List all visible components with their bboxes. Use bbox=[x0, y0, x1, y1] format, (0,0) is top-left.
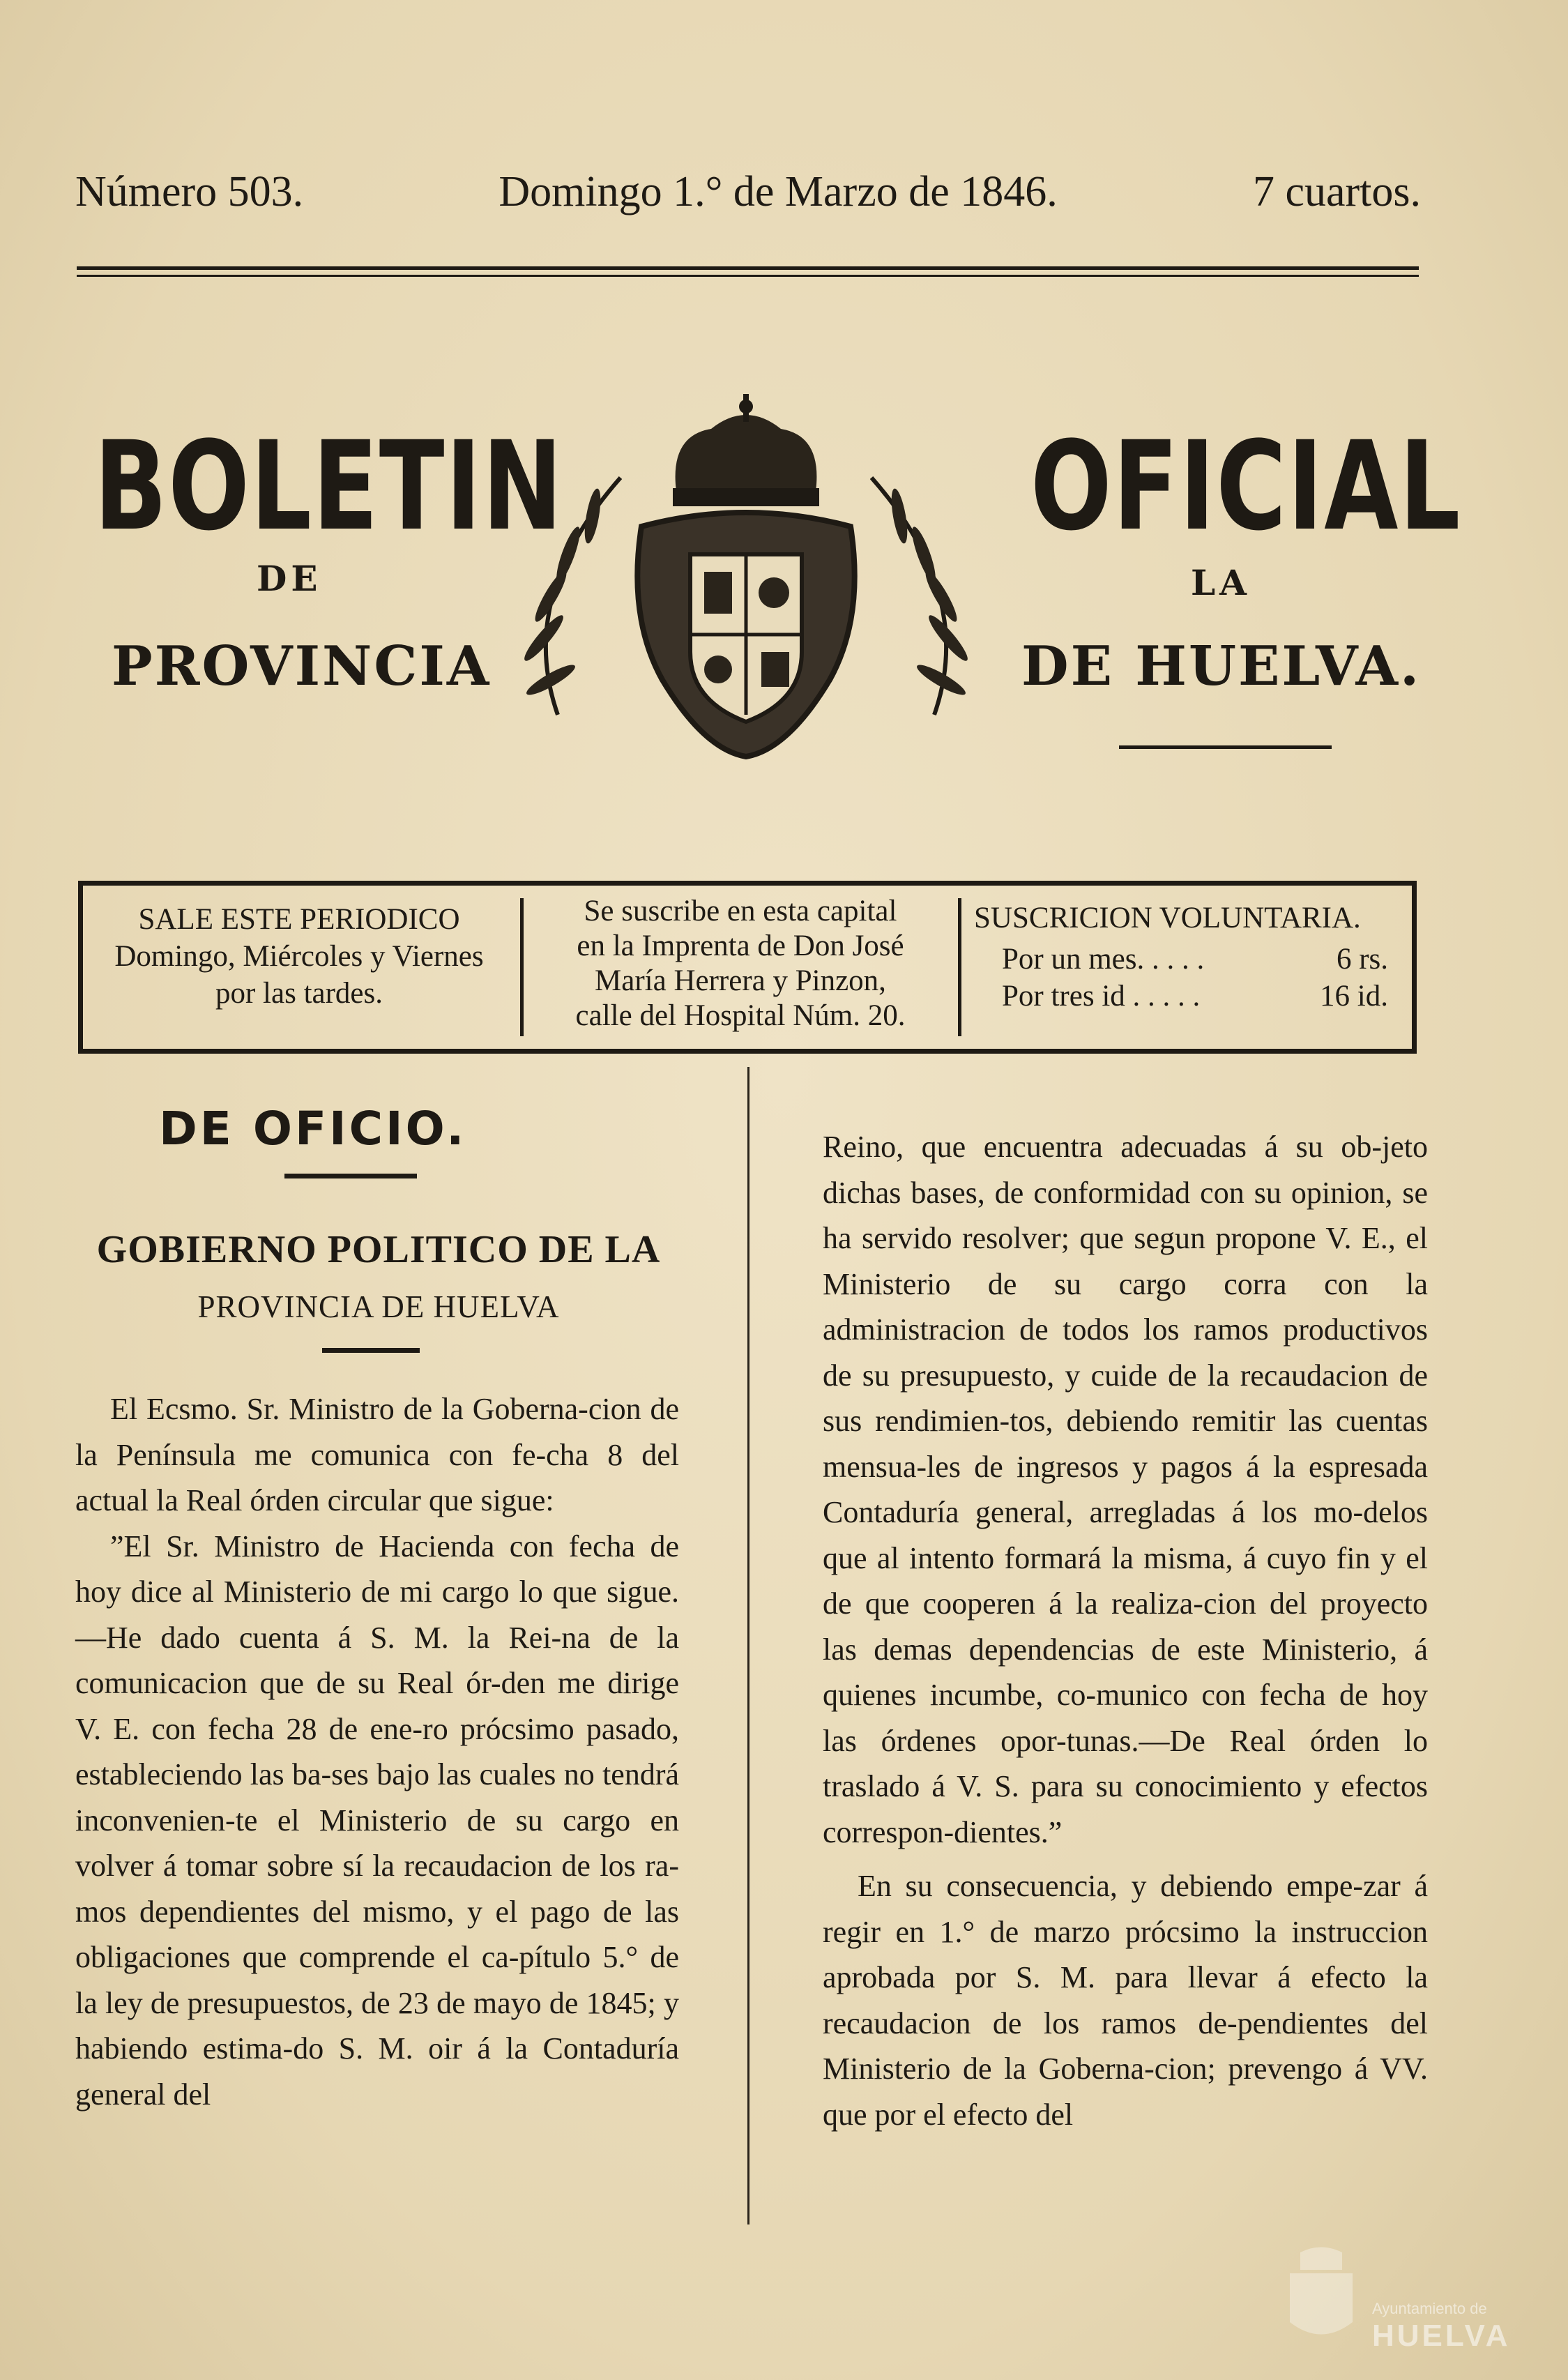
place-line-3: María Herrera y Pinzon, bbox=[595, 964, 886, 997]
price-row bbox=[974, 937, 1412, 978]
publication-schedule bbox=[83, 886, 515, 1049]
schedule-line-3: por las tardes. bbox=[215, 977, 383, 1010]
provincia-heading: PROVINCIA DE HUELVA bbox=[197, 1289, 560, 1324]
title-oficial: OFICIAL bbox=[1030, 415, 1462, 558]
ornament-rule bbox=[1119, 745, 1332, 749]
schedule-line-1: SALE ESTE PERIODICO bbox=[138, 903, 460, 936]
top-rule-thin bbox=[77, 275, 1419, 277]
royal-crest-icon bbox=[502, 387, 990, 778]
section-heading-de-oficio: DE OFICIO. bbox=[159, 1102, 467, 1155]
heading-rule bbox=[284, 1174, 417, 1178]
prices-title: SUSCRICION VOLUNTARIA. bbox=[974, 902, 1361, 934]
price-value: 6 rs. bbox=[1336, 943, 1388, 976]
subscription-place bbox=[528, 886, 953, 1049]
subtitle-de: DE bbox=[257, 558, 322, 599]
info-separator bbox=[953, 886, 966, 1049]
subscription-prices bbox=[966, 886, 1412, 1049]
top-rule bbox=[77, 266, 1419, 270]
place-line-4: calle del Hospital Núm. 20. bbox=[575, 999, 906, 1032]
subheading-rule bbox=[322, 1348, 420, 1353]
subscription-info-box bbox=[78, 881, 1417, 1054]
paragraph: ”El Sr. Ministro de Hacienda con fecha de hoy dice al Ministerio de mi cargo lo que sigue.—He dado cuenta á S. M. la Rei-na de la comunicacion que de su Real ór-den me dirige V. E. con fecha 28 de ene-ro prócsimo pasado, estableciendo las ba-ses bajo las cuales no tendrá inconvenien-te el Ministerio de su cargo en volver á tomar sobre sí la recaudacion de los ra-mos dependientes del mismo, y el pago de las obligaciones que comprende el ca-pítulo 5.° de la ley de presupuestos, de 23 de mayo de 1845; y habiendo estima-do S. M. oir á la Contaduría general del bbox=[75, 1529, 679, 2112]
place-line-2: en la Imprenta de Don José bbox=[577, 930, 904, 962]
schedule-line-2: Domingo, Miércoles y Viernes bbox=[114, 940, 484, 973]
subtitle-huelva: DE HUELVA. bbox=[1021, 635, 1422, 698]
watermark-small-text: Ayuntamiento de bbox=[1372, 2300, 1487, 2317]
left-column bbox=[75, 1386, 679, 2117]
price-label: Por tres id . . . . . bbox=[1002, 980, 1201, 1013]
paragraph: En su consecuencia, y debiendo empe-zar á regir en 1.° de marzo prócsimo la instruccion aprobada por S. M. para llevar á efecto la recaudacion de los ramos de-pendientes del Ministerio de la Goberna-cion; prevengo á VV. que por el efecto del bbox=[823, 1869, 1428, 2132]
gobierno-heading: GOBIERNO POLITICO DE LA bbox=[96, 1228, 661, 1271]
masthead-line bbox=[75, 167, 1421, 217]
title-boletin: BOLETIN bbox=[94, 415, 564, 558]
watermark-text: HUELVA bbox=[1372, 2319, 1511, 2353]
paragraph: El Ecsmo. Sr. Ministro de la Goberna-cion de la Península me comunica con fe-cha 8 del actual la Real órden circular que sigue: bbox=[75, 1392, 679, 1517]
place-line-1: Se suscribe en esta capital bbox=[584, 895, 897, 927]
issue-price: 7 cuartos. bbox=[1252, 168, 1421, 215]
column-divider bbox=[747, 1067, 749, 2224]
price-label: Por un mes. . . . . bbox=[1002, 943, 1205, 976]
price-value: 16 id. bbox=[1320, 980, 1388, 1013]
subtitle-provincia: PROVINCIA bbox=[112, 635, 492, 698]
price-row bbox=[974, 978, 1412, 1015]
paragraph: Reino, que encuentra adecuadas á su ob-jeto dichas bases, de conformidad con su opinion, se ha servido resolver; que segun propone V. E., el Ministerio de su cargo corra con la administracion de todos los ramos productivos de su presupuesto, y cuide de la recaudacion de sus rendimien-tos, debiendo remitir las cuentas mensua-les de ingresos y pagos á la espresada Contaduría general, arregladas á los mo-delos que al intento formará la misma, á cuyo fin y el de que cooperen á la realiza-cion del proyecto las demas dependencias de este Ministerio, á quienes incumbe, co-munico con fecha de hoy las órdenes opor-tunas.—De Real órden lo traslado á V. S. para su conocimiento y efectos correspon-dientes.” bbox=[823, 1130, 1428, 1849]
issue-date: Domingo 1.° de Marzo de 1846. bbox=[498, 168, 1058, 215]
issue-number: Número 503. bbox=[75, 168, 304, 215]
subtitle-la: LA bbox=[1191, 562, 1251, 603]
info-separator bbox=[515, 886, 528, 1049]
right-column bbox=[823, 1124, 1428, 2137]
